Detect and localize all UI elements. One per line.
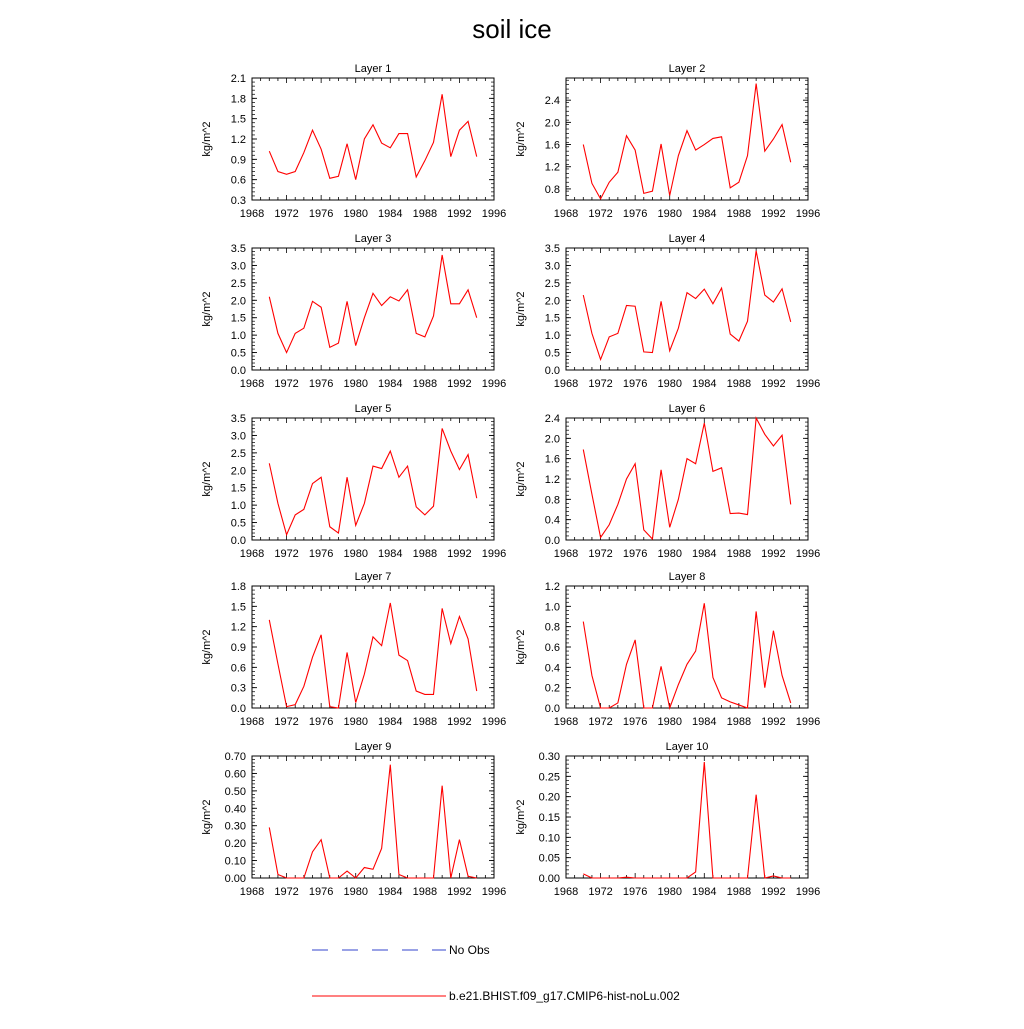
- y-tick-label: 3.5: [230, 413, 246, 425]
- x-tick-label: 1992: [447, 548, 472, 560]
- y-tick-label: 0.5: [230, 347, 246, 360]
- x-tick-label: 1996: [795, 208, 821, 220]
- plot-frame: [252, 586, 494, 708]
- x-tick-label: 1976: [308, 716, 334, 728]
- x-tick-label: 1988: [726, 716, 752, 728]
- x-tick-label: 1972: [588, 208, 613, 220]
- x-tick-label: 1980: [343, 716, 368, 728]
- y-tick-label: 0.10: [538, 832, 560, 845]
- y-tick-label: 2.0: [230, 465, 246, 478]
- y-tick-label: 0.6: [230, 174, 246, 187]
- y-tick-label: 2.5: [230, 277, 246, 290]
- x-tick-label: 1988: [412, 716, 438, 728]
- x-tick-label: 1968: [239, 208, 265, 220]
- x-tick-label: 1992: [447, 378, 472, 390]
- y-tick-label: 0.5: [544, 347, 560, 360]
- x-tick-label: 1968: [239, 378, 265, 390]
- panel-layer-5: [201, 403, 506, 560]
- x-tick-label: 1984: [692, 716, 717, 728]
- series-line: [269, 765, 476, 878]
- x-tick-label: 1988: [412, 208, 438, 220]
- y-tick-label: 2.0: [230, 295, 246, 308]
- y-tick-label: 3.0: [230, 260, 246, 273]
- y-tick-label: 1.0: [230, 500, 246, 513]
- x-tick-label: 1968: [553, 716, 579, 728]
- x-tick-label: 1980: [343, 548, 368, 560]
- x-tick-label: 1984: [378, 716, 403, 728]
- series-line: [583, 84, 790, 199]
- x-tick-label: 1996: [795, 548, 821, 560]
- x-tick-label: 1992: [761, 208, 786, 220]
- x-tick-label: 1972: [274, 378, 299, 390]
- y-tick-label: 0.00: [538, 873, 560, 885]
- panel-layer-1: [201, 63, 506, 220]
- y-tick-label: 1.8: [230, 581, 246, 593]
- x-tick-label: 1976: [622, 548, 648, 560]
- x-tick-label: 1996: [795, 716, 821, 728]
- y-tick-label: 1.5: [230, 601, 246, 614]
- x-tick-label: 1972: [274, 208, 299, 220]
- x-tick-label: 1992: [447, 208, 472, 220]
- panel-title: Layer 2: [668, 63, 706, 75]
- x-tick-label: 1976: [308, 886, 334, 898]
- y-axis-label: kg/m^2: [201, 799, 213, 835]
- x-tick-label: 1980: [657, 378, 682, 390]
- y-tick-label: 3.5: [544, 243, 560, 255]
- x-tick-label: 1976: [622, 378, 648, 390]
- x-tick-label: 1984: [692, 886, 717, 898]
- y-tick-label: 2.1: [230, 73, 246, 85]
- y-tick-label: 0.20: [224, 838, 246, 851]
- y-tick-label: 2.0: [544, 295, 560, 308]
- y-tick-label: 0.10: [224, 855, 246, 868]
- y-tick-label: 2.5: [230, 447, 246, 460]
- plot-frame: [566, 248, 808, 370]
- x-tick-label: 1988: [412, 378, 438, 390]
- x-tick-label: 1984: [378, 886, 403, 898]
- y-tick-label: 1.2: [544, 161, 560, 174]
- y-tick-label: 1.2: [230, 621, 246, 634]
- x-tick-label: 1988: [412, 548, 438, 560]
- y-tick-label: 0.0: [544, 703, 560, 715]
- y-tick-label: 0.30: [224, 820, 246, 833]
- x-tick-label: 1980: [343, 886, 368, 898]
- x-tick-label: 1992: [761, 548, 786, 560]
- y-tick-label: 0.6: [544, 642, 560, 654]
- y-axis-label: kg/m^2: [201, 461, 213, 497]
- series-line: [583, 251, 790, 360]
- legend-label: b.e21.BHIST.f09_g17.CMIP6-hist-noLu.002: [449, 989, 680, 1003]
- x-tick-label: 1968: [239, 548, 265, 560]
- y-tick-label: 0.3: [230, 195, 246, 207]
- y-tick-label: 1.5: [230, 482, 246, 495]
- y-tick-label: 0.70: [224, 751, 246, 763]
- y-tick-label: 1.8: [230, 93, 246, 106]
- x-tick-label: 1972: [588, 548, 613, 560]
- x-tick-label: 1976: [308, 378, 334, 390]
- panel-title: Layer 3: [354, 233, 392, 245]
- panel-layer-10: [515, 741, 820, 898]
- x-tick-label: 1996: [795, 886, 821, 898]
- y-axis-label: kg/m^2: [201, 291, 213, 327]
- y-tick-label: 0.4: [544, 662, 560, 675]
- y-tick-label: 0.40: [224, 803, 246, 816]
- x-tick-label: 1984: [378, 378, 403, 390]
- y-tick-label: 2.0: [544, 433, 560, 446]
- panel-layer-4: [515, 233, 820, 390]
- panel-title: Layer 7: [354, 571, 392, 583]
- y-tick-label: 0.6: [230, 662, 246, 675]
- y-tick-label: 1.0: [230, 330, 246, 343]
- y-tick-label: 1.5: [544, 312, 560, 325]
- x-tick-label: 1992: [761, 378, 786, 390]
- y-tick-label: 0.8: [544, 621, 560, 634]
- x-tick-label: 1988: [726, 886, 752, 898]
- y-axis-label: kg/m^2: [201, 629, 213, 665]
- series-line: [269, 94, 476, 179]
- y-axis-label: kg/m^2: [201, 121, 213, 157]
- x-tick-label: 1968: [553, 208, 579, 220]
- x-tick-label: 1980: [343, 378, 368, 390]
- panel-title: Layer 10: [665, 741, 709, 753]
- y-tick-label: 0.30: [538, 751, 560, 763]
- plot-frame: [566, 586, 808, 708]
- x-tick-label: 1968: [553, 886, 579, 898]
- plot-frame: [252, 418, 494, 540]
- x-tick-label: 1988: [726, 548, 752, 560]
- x-tick-label: 1968: [239, 716, 265, 728]
- y-tick-label: 0.0: [544, 535, 560, 547]
- plot-frame: [566, 418, 808, 540]
- x-tick-label: 1996: [481, 208, 507, 220]
- y-tick-label: 3.0: [544, 260, 560, 273]
- legend: [312, 943, 680, 1003]
- legend-label: No Obs: [449, 943, 490, 957]
- y-tick-label: 2.0: [544, 117, 560, 130]
- plot-frame: [252, 756, 494, 878]
- y-tick-label: 2.5: [544, 277, 560, 290]
- y-axis-label: kg/m^2: [515, 629, 527, 665]
- series-line: [269, 603, 476, 708]
- x-tick-label: 1980: [657, 208, 682, 220]
- y-tick-label: 3.0: [230, 430, 246, 443]
- x-tick-label: 1988: [726, 208, 752, 220]
- y-tick-label: 0.9: [230, 642, 246, 654]
- x-tick-label: 1976: [622, 716, 648, 728]
- y-tick-label: 0.20: [538, 791, 560, 804]
- plot-frame: [566, 756, 808, 878]
- series-line: [269, 255, 476, 353]
- plot-frame: [252, 248, 494, 370]
- series-line: [583, 603, 790, 708]
- x-tick-label: 1992: [447, 886, 472, 898]
- panel-title: Layer 5: [354, 403, 392, 415]
- x-tick-label: 1988: [726, 378, 752, 390]
- panel-layer-6: [515, 403, 820, 560]
- x-tick-label: 1996: [481, 378, 507, 390]
- plot-frame: [566, 78, 808, 200]
- y-tick-label: 0.0: [230, 365, 246, 377]
- panel-title: Layer 8: [668, 571, 706, 583]
- y-tick-label: 0.2: [544, 682, 560, 695]
- y-tick-label: 1.0: [544, 330, 560, 343]
- page-title: soil ice: [472, 14, 552, 44]
- panel-title: Layer 6: [668, 403, 706, 415]
- x-tick-label: 1976: [308, 548, 334, 560]
- y-tick-label: 0.0: [230, 703, 246, 715]
- series-line: [583, 418, 790, 539]
- panel-title: Layer 1: [354, 63, 392, 75]
- x-tick-label: 1976: [308, 208, 334, 220]
- y-tick-label: 0.8: [544, 183, 560, 196]
- series-line: [583, 762, 790, 878]
- x-tick-label: 1996: [481, 548, 507, 560]
- y-axis-label: kg/m^2: [515, 799, 527, 835]
- x-tick-label: 1984: [692, 208, 717, 220]
- x-tick-label: 1972: [588, 716, 613, 728]
- x-tick-label: 1972: [274, 716, 299, 728]
- y-tick-label: 3.5: [230, 243, 246, 255]
- x-tick-label: 1984: [692, 548, 717, 560]
- y-tick-label: 0.00: [224, 873, 246, 885]
- x-tick-label: 1992: [447, 716, 472, 728]
- y-tick-label: 1.5: [230, 312, 246, 325]
- x-tick-label: 1988: [412, 886, 438, 898]
- x-tick-label: 1992: [761, 886, 786, 898]
- series-line: [269, 428, 476, 534]
- y-tick-label: 2.4: [544, 95, 560, 108]
- y-tick-label: 0.05: [538, 852, 560, 865]
- y-tick-label: 1.2: [544, 581, 560, 593]
- y-tick-label: 1.5: [230, 113, 246, 126]
- y-tick-label: 0.4: [544, 514, 560, 527]
- x-tick-label: 1968: [553, 378, 579, 390]
- panel-layer-2: [515, 63, 820, 220]
- y-tick-label: 0.0: [544, 365, 560, 377]
- y-tick-label: 0.60: [224, 768, 246, 781]
- y-tick-label: 2.4: [544, 413, 560, 425]
- x-tick-label: 1980: [657, 886, 682, 898]
- y-axis-label: kg/m^2: [515, 461, 527, 497]
- y-tick-label: 0.15: [538, 812, 560, 824]
- x-tick-label: 1996: [481, 716, 507, 728]
- panel-layer-3: [201, 233, 506, 390]
- x-tick-label: 1984: [378, 548, 403, 560]
- panel-layer-9: [201, 741, 506, 898]
- x-tick-label: 1984: [378, 208, 403, 220]
- x-tick-label: 1972: [588, 378, 613, 390]
- y-tick-label: 1.2: [544, 474, 560, 486]
- panel-layer-7: [201, 571, 506, 728]
- y-tick-label: 0.9: [230, 154, 246, 167]
- x-tick-label: 1980: [343, 208, 368, 220]
- y-tick-label: 0.50: [224, 785, 246, 798]
- panel-title: Layer 4: [668, 233, 706, 245]
- x-tick-label: 1976: [622, 886, 648, 898]
- x-tick-label: 1968: [239, 886, 265, 898]
- x-tick-label: 1984: [692, 378, 717, 390]
- panel-layer-8: [515, 571, 820, 728]
- plot-frame: [252, 78, 494, 200]
- y-tick-label: 1.0: [544, 601, 560, 614]
- y-tick-label: 1.6: [544, 139, 560, 152]
- y-axis-label: kg/m^2: [515, 121, 527, 157]
- x-tick-label: 1980: [657, 548, 682, 560]
- y-tick-label: 0.3: [230, 682, 246, 695]
- y-tick-label: 0.5: [230, 517, 246, 530]
- y-tick-label: 0.0: [230, 535, 246, 547]
- y-tick-label: 0.8: [544, 494, 560, 507]
- y-tick-label: 1.2: [230, 134, 246, 146]
- x-tick-label: 1972: [588, 886, 613, 898]
- y-tick-label: 0.25: [538, 771, 560, 784]
- x-tick-label: 1968: [553, 548, 579, 560]
- y-axis-label: kg/m^2: [515, 291, 527, 327]
- x-tick-label: 1996: [795, 378, 821, 390]
- x-tick-label: 1976: [622, 208, 648, 220]
- x-tick-label: 1992: [761, 716, 786, 728]
- x-tick-label: 1980: [657, 716, 682, 728]
- x-tick-label: 1972: [274, 886, 299, 898]
- x-tick-label: 1996: [481, 886, 507, 898]
- panel-title: Layer 9: [354, 741, 392, 753]
- y-tick-label: 1.6: [544, 453, 560, 466]
- x-tick-label: 1972: [274, 548, 299, 560]
